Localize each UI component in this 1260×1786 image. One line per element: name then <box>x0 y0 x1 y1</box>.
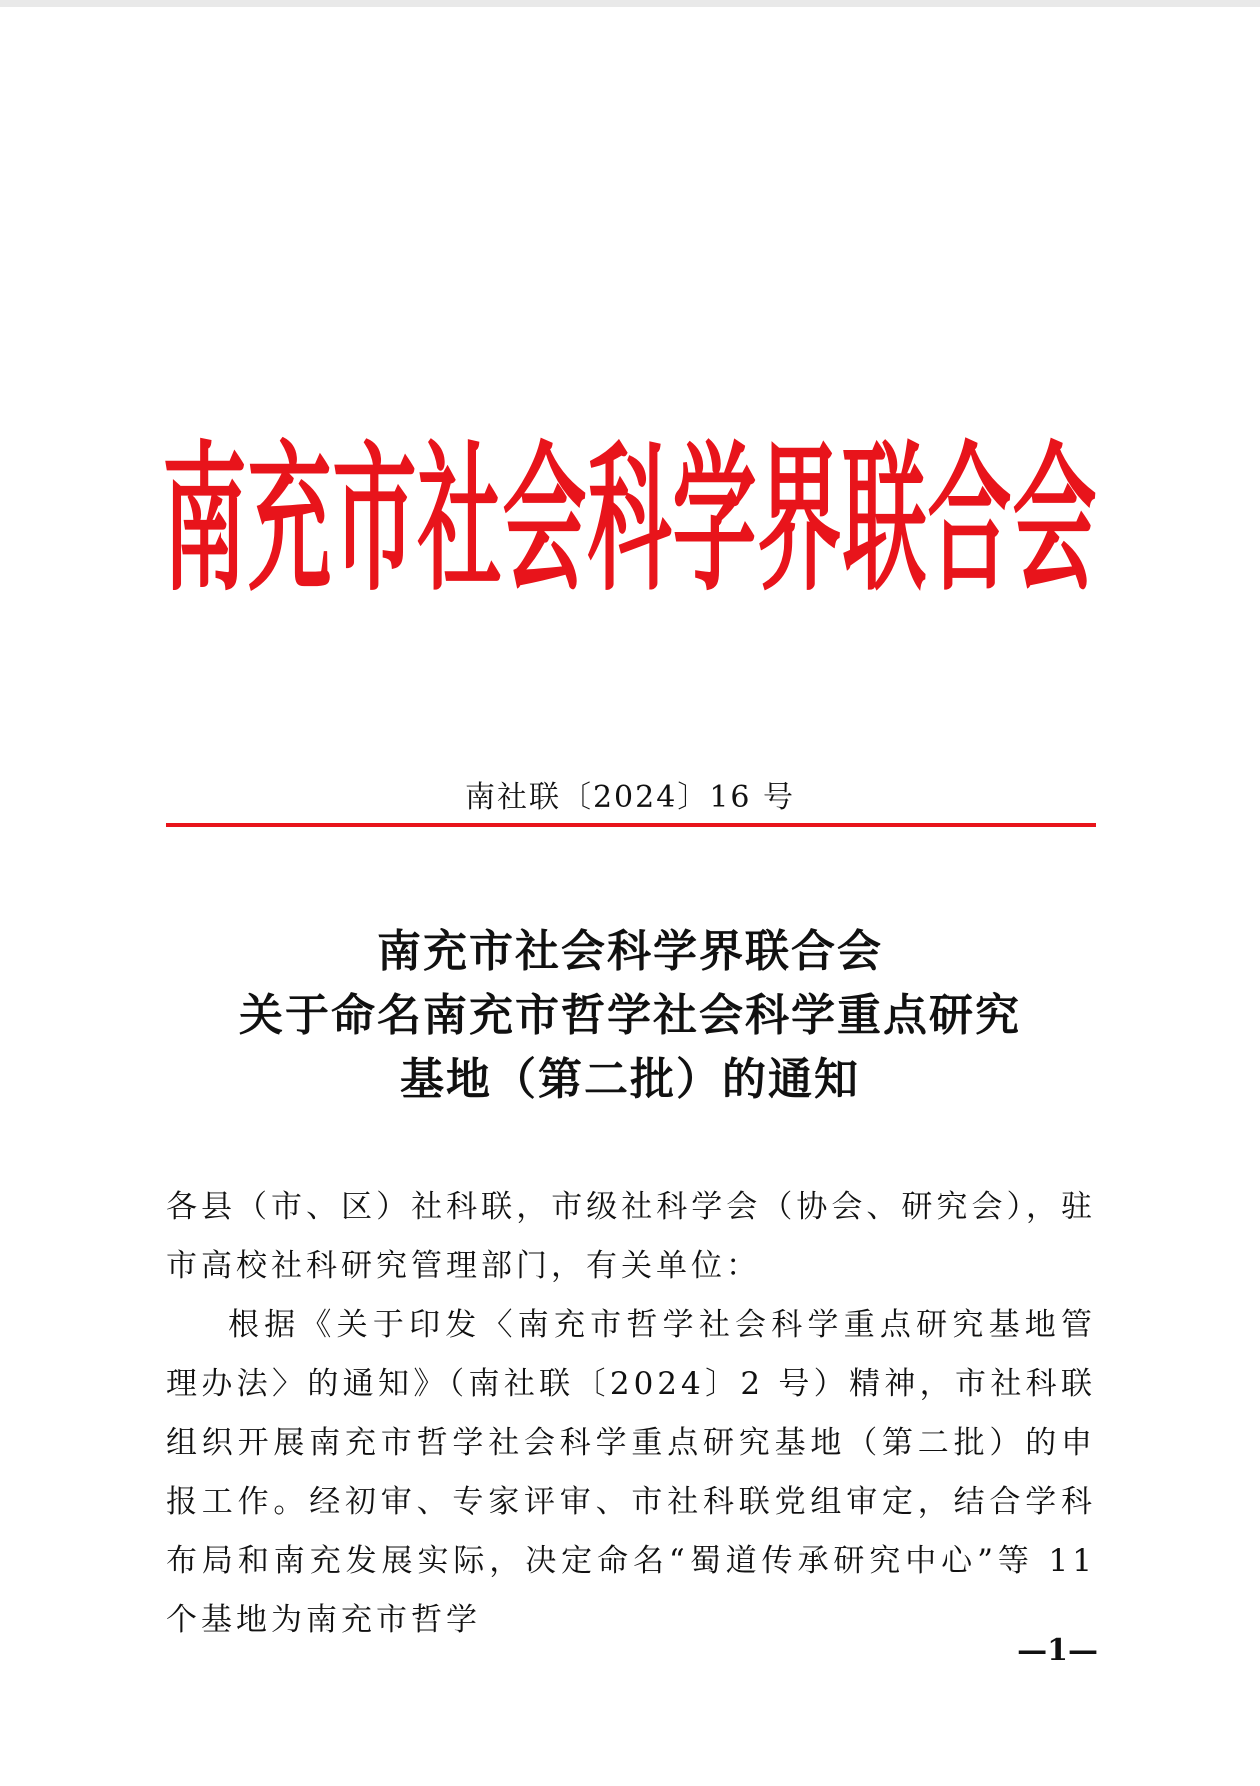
page-number: —1— <box>1017 1633 1098 1668</box>
red-separator-line <box>166 823 1096 827</box>
title-line-2: 关于命名南充市哲学社会科学重点研究 <box>239 990 1021 1041</box>
salutation: 各县（市、区）社科联，市级社科学会（协会、研究会），驻市高校社科研究管理部门，有关单位： <box>166 1189 1096 1284</box>
body-paragraph-1: 根据《关于印发〈南充市哲学社会科学重点研究基地管理办法〉的通知》（南社联〔2024〕2 号）精神，市社科联组织开展南充市哲学社会科学重点研究基地（第二批）的申报工作。经初审、专家评审、市社科联党组审定，结合学科布局和南充发展实际，决定命名“蜀道传承研究中心”等 11 个基地为南充市哲学 <box>166 1307 1096 1638</box>
document-title <box>0 920 1260 1112</box>
document-body <box>166 1178 1096 1650</box>
document-number: 南社联〔2024〕16 号 <box>464 780 796 815</box>
top-edge-strip <box>0 0 1260 7</box>
title-line-3: 基地（第二批）的通知 <box>400 1054 860 1105</box>
title-line-1: 南充市社会科学界联合会 <box>377 926 883 977</box>
red-header-organization: 南充市社会科学界联合会 <box>162 426 1098 613</box>
